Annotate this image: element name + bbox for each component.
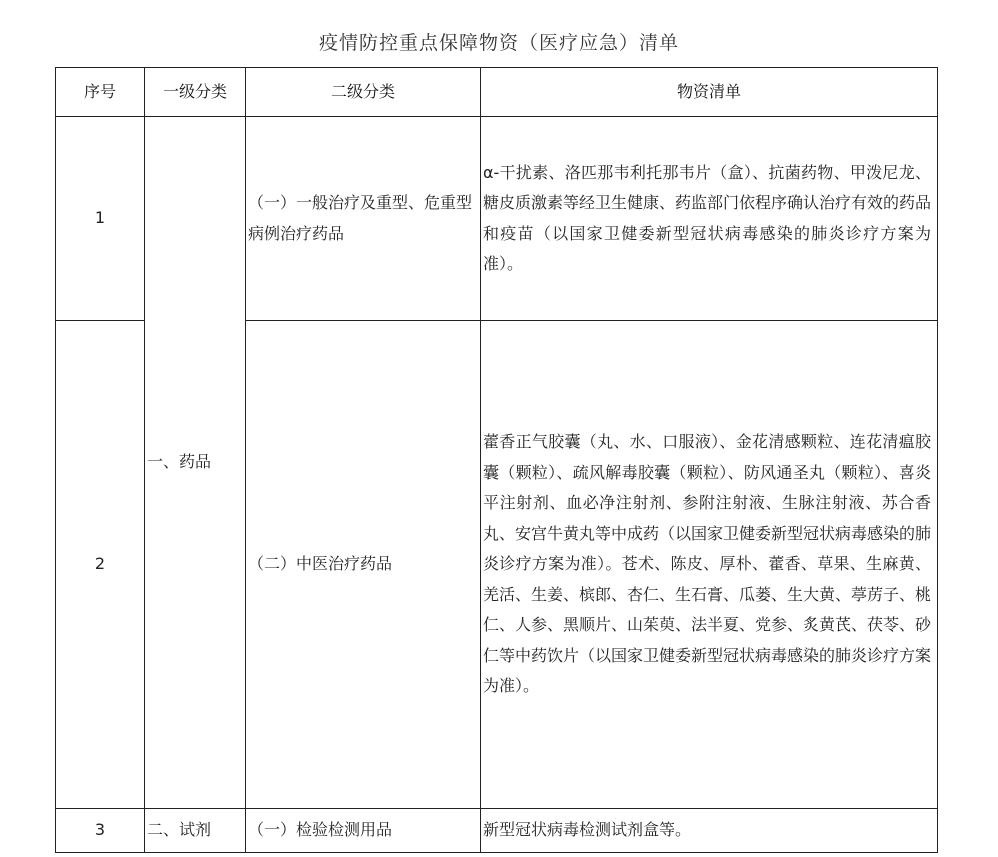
row-supplies-list: 新型冠状病毒检测试剂盒等。 xyxy=(481,809,938,853)
table-row xyxy=(56,117,938,321)
row-supplies-list: α-干扰素、洛匹那韦利托那韦片（盒）、抗菌药物、甲泼尼龙、糖皮质激素等经卫生健康、药监部门依程序确认治疗有效的药品和疫苗（以国家卫健委新型冠状病毒感染的肺炎诊疗方案为准）。 xyxy=(481,117,938,321)
document-title: 疫情防控重点保障物资（医疗应急）清单 xyxy=(318,32,679,54)
row-seq: 2 xyxy=(56,321,145,809)
row-level2-category: （二）中医治疗药品 xyxy=(246,321,481,809)
row-level2-category: （一）一般治疗及重型、危重型病例治疗药品 xyxy=(246,117,481,321)
row-seq: 3 xyxy=(56,809,145,853)
row-level1-category: 二、试剂 xyxy=(145,809,246,853)
header-seq: 序号 xyxy=(56,68,145,117)
header-level1: 一级分类 xyxy=(145,68,246,117)
row-supplies-list: 藿香正气胶囊（丸、水、口服液）、金花清感颗粒、连花清瘟胶囊（颗粒）、疏风解毒胶囊（颗粒）、防风通圣丸（颗粒）、喜炎平注射剂、血必净注射剂、参附注射液、生脉注射液、苏合香丸、安宫牛黄丸等中成药（以国家卫健委新型冠状病毒感染的肺炎诊疗方案为准）。苍术、陈皮、厚朴、藿香、草果、生麻黄、羌活、生姜、槟郎、杏仁、生石膏、瓜蒌、生大黄、葶苈子、桃仁、人参、黑顺片、山茱萸、法半夏、党参、炙黄芪、茯苓、砂仁等中药饮片（以国家卫健委新型冠状病毒感染的肺炎诊疗方案为准）。 xyxy=(481,321,938,809)
row-level1-category: 一、药品 xyxy=(145,117,246,809)
supplies-table xyxy=(55,67,938,853)
row-level2-category: （一）检验检测用品 xyxy=(246,809,481,853)
row-seq: 1 xyxy=(56,117,145,321)
header-level2: 二级分类 xyxy=(246,68,481,117)
header-items: 物资清单 xyxy=(481,68,938,117)
table-header-row xyxy=(56,68,938,117)
table-row xyxy=(56,809,938,853)
